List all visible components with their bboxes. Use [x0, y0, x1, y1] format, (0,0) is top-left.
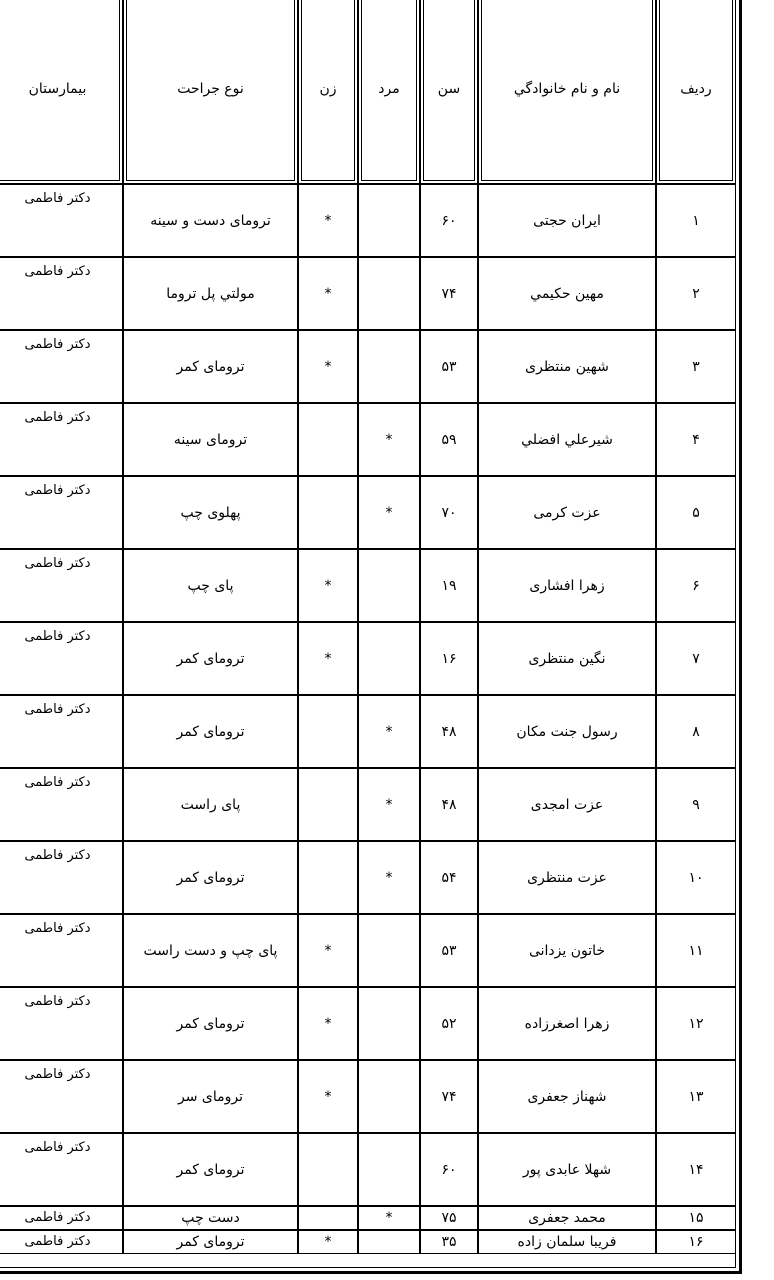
header-row — [0, 0, 736, 184]
table-row — [0, 184, 736, 257]
table-row — [0, 330, 736, 403]
male-cell — [358, 257, 420, 330]
female-cell: * — [298, 622, 358, 695]
age-cell: ۵۲ — [420, 987, 478, 1060]
table-row — [0, 403, 736, 476]
male-cell — [358, 1060, 420, 1133]
name-cell: عزت کرمی — [478, 476, 656, 549]
female-cell — [298, 1206, 358, 1230]
male-cell — [358, 1133, 420, 1206]
hospital-cell: دکتر فاطمی — [0, 1230, 123, 1254]
female-cell — [298, 1133, 358, 1206]
surgery-type-cell: ترومای سینه — [123, 403, 298, 476]
row-number-cell: ۱۱ — [656, 914, 736, 987]
surgery-type-cell: پای راست — [123, 768, 298, 841]
row-number-cell: ۶ — [656, 549, 736, 622]
surgery-type-cell: ترومای کمر — [123, 1133, 298, 1206]
surgery-type-cell: مولتي پل تروما — [123, 257, 298, 330]
male-cell — [358, 622, 420, 695]
table-row — [0, 1060, 736, 1133]
male-cell: * — [358, 476, 420, 549]
row-number-cell: ۷ — [656, 622, 736, 695]
surgery-type-cell: ترومای کمر — [123, 987, 298, 1060]
male-cell: * — [358, 841, 420, 914]
surgery-type-cell: ترومای کمر — [123, 841, 298, 914]
name-cell: شهناز جعفری — [478, 1060, 656, 1133]
age-cell: ۱۶ — [420, 622, 478, 695]
age-cell: ۶۰ — [420, 1133, 478, 1206]
hospital-cell: دکتر فاطمی — [0, 1133, 123, 1206]
hospital-cell: دکتر فاطمی — [0, 1206, 123, 1230]
row-number-cell: ۴ — [656, 403, 736, 476]
hospital-cell: دکتر فاطمی — [0, 987, 123, 1060]
header-female: زن — [298, 0, 358, 184]
surgery-type-cell: پهلوی چپ — [123, 476, 298, 549]
female-cell — [298, 768, 358, 841]
male-cell — [358, 184, 420, 257]
hospital-cell: دکتر فاطمی — [0, 914, 123, 987]
name-cell: شهلا عابدی پور — [478, 1133, 656, 1206]
hospital-cell: دکتر فاطمی — [0, 695, 123, 768]
table-row — [0, 622, 736, 695]
table-row — [0, 987, 736, 1060]
female-cell — [298, 841, 358, 914]
surgery-type-cell: ترومای کمر — [123, 330, 298, 403]
name-cell: خاتون یزدانی — [478, 914, 656, 987]
male-cell: * — [358, 403, 420, 476]
female-cell: * — [298, 257, 358, 330]
row-number-cell: ۱۳ — [656, 1060, 736, 1133]
name-cell: عزت منتظری — [478, 841, 656, 914]
header-name: نام و نام خانوادگي — [478, 0, 656, 184]
row-number-cell: ۹ — [656, 768, 736, 841]
female-cell: * — [298, 184, 358, 257]
surgery-type-cell: ترومای دست و سینه — [123, 184, 298, 257]
name-cell: نگین منتظری — [478, 622, 656, 695]
row-number-cell: ۱ — [656, 184, 736, 257]
name-cell: شیرعلي افضلي — [478, 403, 656, 476]
table-row — [0, 1230, 736, 1254]
female-cell: * — [298, 1060, 358, 1133]
surgery-type-cell: دست چپ — [123, 1206, 298, 1230]
header-age: سن — [420, 0, 478, 184]
female-cell: * — [298, 914, 358, 987]
hospital-cell: دکتر فاطمی — [0, 403, 123, 476]
hospital-cell: دکتر فاطمی — [0, 330, 123, 403]
table-row — [0, 549, 736, 622]
female-cell — [298, 695, 358, 768]
table-row — [0, 1133, 736, 1206]
hospital-cell: دکتر فاطمی — [0, 841, 123, 914]
table-row — [0, 695, 736, 768]
surgery-type-cell: ترومای سر — [123, 1060, 298, 1133]
female-cell: * — [298, 987, 358, 1060]
header-hospital: بیمارستان — [0, 0, 123, 184]
hospital-cell: دکتر فاطمی — [0, 257, 123, 330]
hospital-cell: دکتر فاطمی — [0, 549, 123, 622]
male-cell: * — [358, 695, 420, 768]
surgery-type-cell: ترومای کمر — [123, 1230, 298, 1254]
row-number-cell: ۱۴ — [656, 1133, 736, 1206]
age-cell: ۵۹ — [420, 403, 478, 476]
name-cell: رسول جنت مکان — [478, 695, 656, 768]
row-number-cell: ۱۶ — [656, 1230, 736, 1254]
hospital-cell: دکتر فاطمی — [0, 476, 123, 549]
age-cell: ۵۳ — [420, 330, 478, 403]
row-number-cell: ۵ — [656, 476, 736, 549]
table-body — [0, 184, 736, 1254]
age-cell: ۱۹ — [420, 549, 478, 622]
header-surgery-type: نوع جراحت — [123, 0, 298, 184]
header-male: مرد — [358, 0, 420, 184]
surgery-type-cell: پای چپ — [123, 549, 298, 622]
header-row-number: ردیف — [656, 0, 736, 184]
male-cell — [358, 1230, 420, 1254]
age-cell: ۴۸ — [420, 768, 478, 841]
row-number-cell: ۱۲ — [656, 987, 736, 1060]
hospital-cell: دکتر فاطمی — [0, 1060, 123, 1133]
female-cell — [298, 403, 358, 476]
name-cell: زهرا اصغرزاده — [478, 987, 656, 1060]
male-cell: * — [358, 768, 420, 841]
table-row — [0, 1206, 736, 1230]
male-cell — [358, 549, 420, 622]
age-cell: ۷۴ — [420, 257, 478, 330]
row-number-cell: ۱۵ — [656, 1206, 736, 1230]
male-cell — [358, 330, 420, 403]
table-row — [0, 914, 736, 987]
female-cell: * — [298, 330, 358, 403]
name-cell: ایران حجتی — [478, 184, 656, 257]
row-number-cell: ۱۰ — [656, 841, 736, 914]
name-cell: فریبا سلمان زاده — [478, 1230, 656, 1254]
surgery-type-cell: پای چپ و دست راست — [123, 914, 298, 987]
surgery-type-cell: ترومای کمر — [123, 695, 298, 768]
age-cell: ۷۵ — [420, 1206, 478, 1230]
age-cell: ۳۵ — [420, 1230, 478, 1254]
name-cell: مهین حکیمي — [478, 257, 656, 330]
table-row — [0, 841, 736, 914]
row-number-cell: ۸ — [656, 695, 736, 768]
age-cell: ۴۸ — [420, 695, 478, 768]
table-row — [0, 476, 736, 549]
name-cell: محمد جعفری — [478, 1206, 656, 1230]
table-row — [0, 257, 736, 330]
name-cell: زهرا افشاری — [478, 549, 656, 622]
row-number-cell: ۳ — [656, 330, 736, 403]
female-cell: * — [298, 549, 358, 622]
age-cell: ۷۴ — [420, 1060, 478, 1133]
female-cell: * — [298, 1230, 358, 1254]
name-cell: شهین منتظری — [478, 330, 656, 403]
male-cell — [358, 987, 420, 1060]
hospital-cell: دکتر فاطمی — [0, 184, 123, 257]
row-number-cell: ۲ — [656, 257, 736, 330]
age-cell: ۶۰ — [420, 184, 478, 257]
hospital-cell: دکتر فاطمی — [0, 768, 123, 841]
surgery-type-cell: ترومای کمر — [123, 622, 298, 695]
male-cell — [358, 914, 420, 987]
name-cell: عزت امجدی — [478, 768, 656, 841]
table-row — [0, 768, 736, 841]
hospital-cell: دکتر فاطمی — [0, 622, 123, 695]
age-cell: ۵۳ — [420, 914, 478, 987]
male-cell: * — [358, 1206, 420, 1230]
female-cell — [298, 476, 358, 549]
age-cell: ۷۰ — [420, 476, 478, 549]
age-cell: ۵۴ — [420, 841, 478, 914]
